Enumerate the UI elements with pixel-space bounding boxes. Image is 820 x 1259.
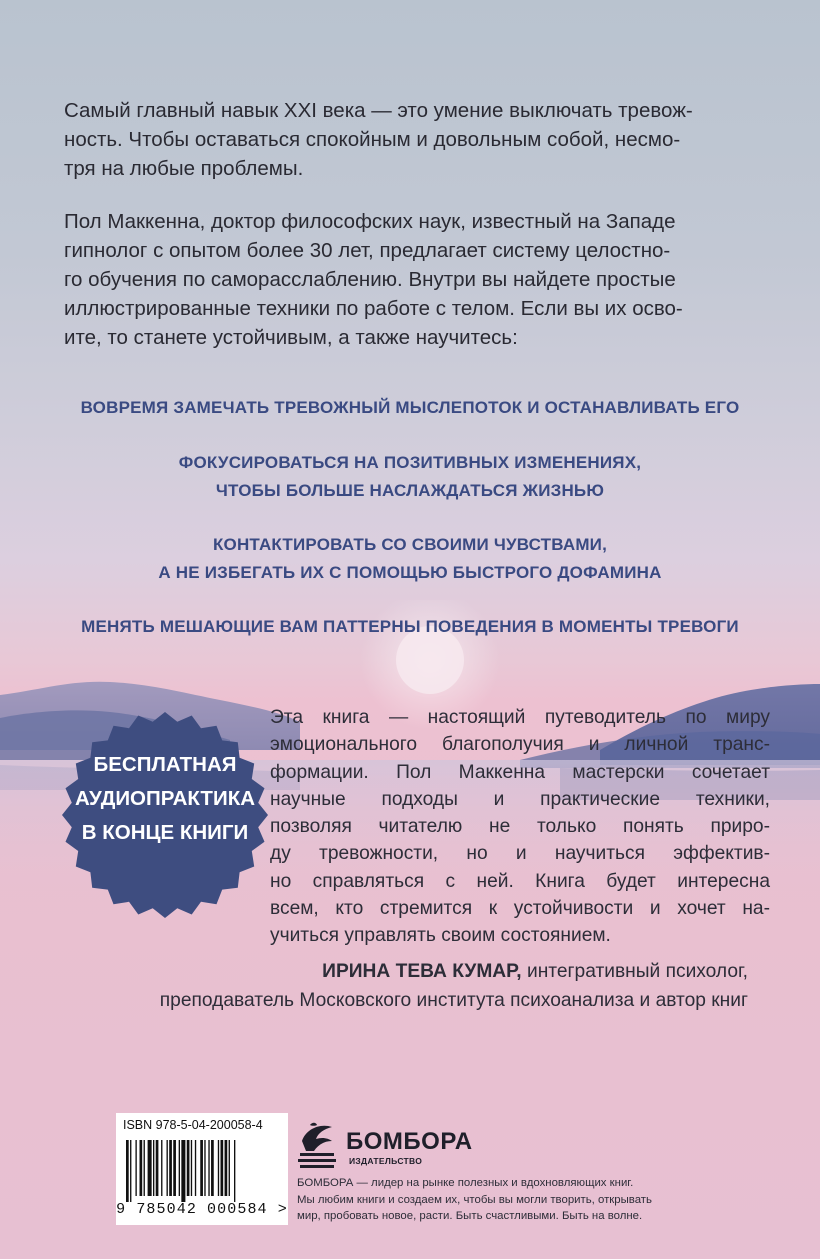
skill-line: ФОКУСИРОВАТЬСЯ НА ПОЗИТИВНЫХ ИЗМЕНЕНИЯХ, bbox=[178, 453, 642, 472]
review-line: всем, кто стремится к устойчивости и хочет на- bbox=[270, 898, 770, 920]
intro-line: тря на любые проблемы. bbox=[64, 157, 304, 180]
barcode-bar bbox=[191, 1140, 192, 1196]
review-line: формации. Пол Маккенна мастерски сочетает bbox=[270, 761, 770, 783]
intro-line: гипнолог с опытом более 30 лет, предлагает систему целостно- bbox=[64, 239, 671, 262]
skill-line: А НЕ ИЗБЕГАТЬ ИХ С ПОМОЩЬЮ БЫСТРОГО ДОФАМИНА bbox=[158, 563, 662, 582]
barcode-bar bbox=[204, 1140, 205, 1196]
intro-line: Самый главный навык XXI века — это умение выключать тревож- bbox=[64, 99, 693, 122]
signature-line-1 bbox=[160, 957, 748, 986]
barcode-bar bbox=[187, 1140, 190, 1196]
review-line: ду тревожности, но и научиться эффектив- bbox=[270, 843, 770, 865]
review-line: научные подходы и практические техники, bbox=[270, 788, 770, 810]
intro-line: ность. Чтобы оставаться спокойным и довольным собой, несмо- bbox=[64, 128, 681, 151]
isbn-number: ISBN 978-5-04-200058-4 bbox=[123, 1118, 263, 1132]
badge-text bbox=[60, 748, 270, 850]
barcode-digits: 9 785042 000584 > bbox=[116, 1201, 288, 1218]
barcode-bar bbox=[234, 1140, 235, 1202]
barcode-bar bbox=[130, 1140, 131, 1202]
barcode-bar bbox=[135, 1140, 136, 1196]
review-signature bbox=[160, 957, 748, 1015]
skill-line: ЧТОБЫ БОЛЬШЕ НАСЛАЖДАТЬСЯ ЖИЗНЬЮ bbox=[215, 481, 605, 500]
skill-item-3 bbox=[40, 531, 780, 587]
review-line: учиться управлять своим состоянием. bbox=[270, 925, 611, 947]
intro-text bbox=[64, 96, 764, 376]
review-line: Эта книга — настоящий путеводитель по миру bbox=[270, 707, 770, 728]
barcode-bar bbox=[169, 1140, 172, 1196]
barcode-bar bbox=[148, 1140, 152, 1196]
barcode-bar bbox=[208, 1140, 209, 1196]
review-line: эмоционального благополучия и личной транс- bbox=[270, 734, 770, 756]
skill-line: КОНТАКТИРОВАТЬ СО СВОИМИ ЧУВСТВАМИ, bbox=[212, 535, 608, 554]
skill-item-4 bbox=[40, 613, 780, 641]
barcode-bar bbox=[126, 1140, 129, 1202]
barcode-bar bbox=[140, 1140, 143, 1196]
publisher-description-line: Мы любим книги и создаем их, чтобы вы могли творить, открывать bbox=[297, 1193, 652, 1206]
skill-line: ВОВРЕМЯ ЗАМЕЧАТЬ ТРЕВОЖНЫЙ МЫСЛЕПОТОК И ОСТАНАВЛИВАТЬ ЕГО bbox=[80, 398, 740, 417]
reviewer-name: ИРИНА ТЕВА КУМАР, bbox=[322, 961, 522, 982]
reviewer-role: интегративный психолог, bbox=[521, 961, 748, 982]
barcode-bar bbox=[156, 1140, 159, 1196]
barcode-box bbox=[116, 1113, 288, 1225]
barcode-bar bbox=[173, 1140, 176, 1196]
review-line: но справляться с ней. Книга будет интересна bbox=[270, 870, 770, 892]
bombora-wave-logo-icon bbox=[296, 1121, 340, 1171]
publisher-subtitle: ИЗДАТЕЛЬСТВО bbox=[349, 1156, 423, 1166]
barcode-bar bbox=[153, 1140, 154, 1196]
barcode-bar bbox=[200, 1140, 203, 1196]
barcode-bar bbox=[229, 1140, 230, 1196]
publisher-description bbox=[297, 1175, 652, 1225]
skill-line: МЕНЯТЬ МЕШАЮЩИЕ ВАМ ПАТТЕРНЫ ПОВЕДЕНИЯ В МОМЕНТЫ ТРЕВОГИ bbox=[81, 617, 739, 636]
skill-item-2 bbox=[40, 449, 780, 505]
publisher-description-line: БОМБОРА — лидер на рынке полезных и вдохновляющих книг. bbox=[297, 1177, 634, 1189]
intro-line: ите, то станете устойчивым, а также научитесь: bbox=[64, 326, 518, 349]
intro-line: иллюстрированные техники по работе с телом. Если вы их осво- bbox=[64, 297, 683, 320]
intro-line: Пол Маккенна, доктор философских наук, известный на Западе bbox=[64, 210, 676, 233]
badge-line: В КОНЦЕ КНИГИ bbox=[81, 821, 249, 844]
intro-paragraph-1 bbox=[64, 96, 764, 183]
intro-line: го обучения по саморасслаблению. Внутри вы найдете простые bbox=[64, 268, 676, 291]
badge-line: АУДИОПРАКТИКА bbox=[74, 787, 256, 810]
publisher-description-line: мир, пробовать новое, расти. Быть счастливыми. Быть на волне. bbox=[297, 1210, 643, 1222]
intro-paragraph-2 bbox=[64, 207, 764, 352]
audio-practice-badge bbox=[60, 710, 270, 920]
barcode-bar bbox=[144, 1140, 145, 1196]
barcode-bar bbox=[225, 1140, 228, 1196]
skill-item-1 bbox=[40, 394, 780, 422]
barcode-bar bbox=[167, 1140, 168, 1196]
barcode-bar bbox=[161, 1140, 162, 1196]
review-line: позволяя читателю не только понять приро- bbox=[270, 816, 770, 838]
barcode-bar bbox=[195, 1140, 196, 1196]
barcode-bar bbox=[179, 1140, 180, 1196]
reviewer-affiliation: преподаватель Московского института психоанализа и автор книг bbox=[159, 990, 748, 1011]
barcode-bar bbox=[218, 1140, 219, 1196]
barcode-bar bbox=[181, 1140, 185, 1202]
publisher-name: БОМБОРА bbox=[346, 1128, 473, 1155]
badge-line: БЕСПЛАТНАЯ bbox=[93, 753, 237, 776]
barcode-bar bbox=[221, 1140, 224, 1196]
barcode-bars bbox=[124, 1140, 280, 1202]
barcode-bar bbox=[211, 1140, 214, 1196]
review-text bbox=[270, 704, 770, 950]
